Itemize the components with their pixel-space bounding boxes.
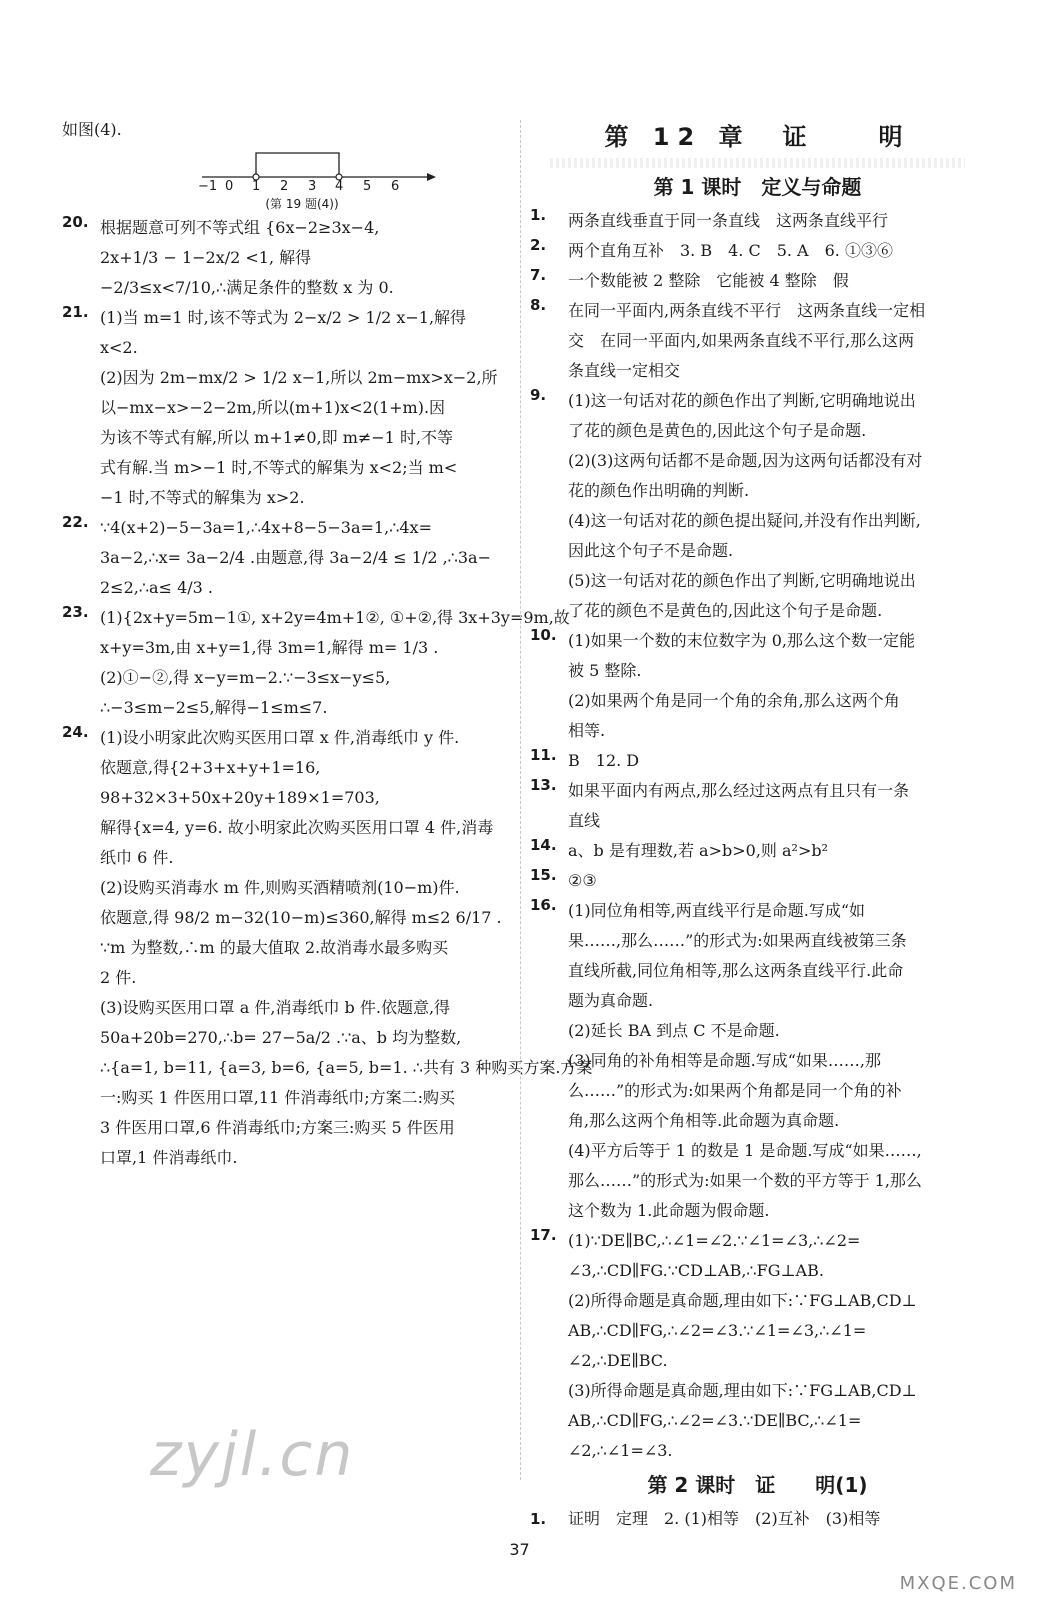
chapter-title: 第 12 章 证 明 [604, 123, 911, 151]
item-line: (1)同位角相等,两直线平行是命题.写成“如 [568, 901, 866, 920]
item-line: (3)同角的补角相等是命题.写成“如果……,那 [568, 1051, 882, 1070]
item-number: 13. [530, 776, 557, 794]
item-line: 条直线一定相交 [568, 361, 681, 380]
number-line-ticks [198, 179, 442, 195]
item-line: (2)设购买消毒水 m 件,则购买酒精喷剂(10−m)件. [100, 878, 460, 897]
item-line: (5)这一句话对花的颜色作出了判断,它明确地说出 [568, 571, 916, 590]
section-title-1 [530, 172, 985, 202]
right-answer-list [530, 206, 985, 1466]
number-line-tick-label: 6 [391, 179, 400, 194]
number-line-tick-label: 1 [252, 179, 261, 194]
item-line: x+y=3m,由 x+y=1,得 3m=1,解得 m= 1/3 . [100, 638, 439, 657]
answer-item [530, 236, 985, 266]
right-column [530, 120, 985, 1534]
item-line: (2)所得命题是真命题,理由如下:∵FG⊥AB,CD⊥ [568, 1291, 917, 1310]
item-line: ∵m 为整数,∴m 的最大值取 2.故消毒水最多购买 [100, 938, 449, 957]
answer-item [530, 386, 985, 626]
item-line: 98+32×3+50x+20y+189×1=703, [100, 788, 380, 807]
decorative-band [550, 158, 965, 168]
item-line: 一:购买 1 件医用口罩,11 件消毒纸巾;方案二:购买 [100, 1088, 456, 1107]
item-number: 1. [530, 1510, 547, 1528]
item-line: 这个数为 1.此命题为假命题. [568, 1201, 770, 1220]
item-text: 证明 定理 2. (1)相等 (2)互补 (3)相等 [568, 1509, 881, 1528]
item-line: x<2. [100, 338, 138, 357]
item-line: 一个数能被 2 整除 它能被 4 整除 假 [568, 271, 849, 290]
watermark-logo: zyjl.cn [150, 1420, 355, 1490]
item-line: 么……”的形式为:如果两个角都是同一个角的补 [568, 1081, 902, 1100]
item-number: 9. [530, 386, 547, 404]
item-line: ∠2,∴∠1=∠3. [568, 1441, 673, 1460]
item-line: ∠3,∴CD∥FG.∵CD⊥AB,∴FG⊥AB. [568, 1261, 824, 1280]
answer-item [530, 896, 985, 1226]
item-line: −2/3≤x<7/10,∴满足条件的整数 x 为 0. [100, 278, 394, 297]
section-title-1-text: 第 1 课时 定义与命题 [653, 175, 862, 199]
item-line: 根据题意可列不等式组 {6x−2≥3x−4, [100, 218, 380, 237]
site-logo: MXQE.COM [899, 1573, 1017, 1594]
item-line: ∴{a=1, b=11, {a=3, b=6, {a=5, b=1. ∴共有 3 种购买方案.方案 [100, 1058, 593, 1077]
item-line: 50a+20b=270,∴b= 27−5a/2 .∵a、b 均为整数, [100, 1028, 462, 1047]
item-line: (2)延长 BA 到点 C 不是命题. [568, 1021, 780, 1040]
number-line-tick-label: 2 [280, 179, 289, 194]
answer-item [62, 303, 517, 513]
item-line: 在同一平面内,两条直线不平行 这两条直线一定相 [568, 301, 926, 320]
item-number: 22. [62, 513, 89, 531]
answer-item [530, 206, 985, 236]
item-line: AB,∴CD∥FG,∴∠2=∠3.∵DE∥BC,∴∠1= [568, 1411, 862, 1430]
item-line: 花的颜色作出明确的判断. [568, 481, 750, 500]
item-line: 了花的颜色是黄色的,因此这个句子是命题. [568, 421, 867, 440]
item-line: 3 件医用口罩,6 件消毒纸巾;方案三:购买 5 件医用 [100, 1118, 455, 1137]
item-line: 以−mx−x>−2−2m,所以(m+1)x<2(1+m).因 [100, 398, 446, 417]
intro-text: 如图(4). [62, 120, 122, 139]
number-line-tick-label: 0 [225, 179, 234, 194]
item-line: ∠2,∴DE∥BC. [568, 1351, 668, 1370]
number-line-tick-label: 3 [308, 179, 317, 194]
item-line: −1 时,不等式的解集为 x>2. [100, 488, 305, 507]
item-line: 因此这个句子不是命题. [568, 541, 734, 560]
item-line: (3)设购买医用口罩 a 件,消毒纸巾 b 件.依题意,得 [100, 998, 451, 1017]
item-line: ②③ [568, 871, 597, 890]
item-number: 14. [530, 836, 557, 854]
item-number: 1. [530, 206, 547, 224]
item-number: 20. [62, 213, 89, 231]
item-line: 被 5 整除. [568, 661, 642, 680]
item-line: (1)这一句话对花的颜色作出了判断,它明确地说出 [568, 391, 916, 410]
answer-item [530, 296, 985, 386]
answer-item [530, 866, 985, 896]
item-line: 依题意,得 98/2 m−32(10−m)≤360,解得 m≤2 6/17 . [100, 908, 502, 927]
number-line-tick-label: 4 [335, 179, 344, 194]
section-title-2 [530, 1470, 985, 1500]
item-line: (1)设小明家此次购买医用口罩 x 件,消毒纸巾 y 件. [100, 728, 460, 747]
item-number: 8. [530, 296, 547, 314]
answer-item [62, 513, 517, 603]
item-line: 角,那么这两个角相等.此命题为真命题. [568, 1111, 840, 1130]
item-number: 10. [530, 626, 557, 644]
item-number: 23. [62, 603, 89, 621]
item-line: AB,∴CD∥FG,∴∠2=∠3.∵∠1=∠3,∴∠1= [568, 1321, 867, 1340]
column-divider [520, 120, 521, 1480]
item-line: a、b 是有理数,若 a>b>0,则 a²>b² [568, 841, 829, 860]
item-line: 相等. [568, 721, 606, 740]
item-number: 7. [530, 266, 547, 284]
item-line: 纸巾 6 件. [100, 848, 174, 867]
item-line: 2 件. [100, 968, 137, 987]
item-line: 为该不等式有解,所以 m+1≠0,即 m≠−1 时,不等 [100, 428, 454, 447]
item-line: 式有解.当 m>−1 时,不等式的解集为 x<2;当 m< [100, 458, 458, 477]
item-line: B 12. D [568, 751, 640, 770]
item-line: 果……,那么……”的形式为:如果两直线被第三条 [568, 931, 907, 950]
item-number: 2. [530, 236, 547, 254]
item-line: 口罩,1 件消毒纸巾. [100, 1148, 238, 1167]
answer-item [530, 266, 985, 296]
item-line: (3)所得命题是真命题,理由如下:∵FG⊥AB,CD⊥ [568, 1381, 917, 1400]
item-line: 那么……”的形式为:如果一个数的平方等于 1,那么 [568, 1171, 922, 1190]
item-line: (2)如果两个角是同一个角的余角,那么这两个角 [568, 691, 900, 710]
item-number: 24. [62, 723, 89, 741]
item-line: 两个直角互补 3. B 4. C 5. A 6. ①③⑥ [568, 241, 893, 260]
item-line: 依题意,得{2+3+x+y+1=16, [100, 758, 321, 777]
section-title-2-text: 第 2 课时 证 明(1) [647, 1473, 868, 1497]
item-number: 15. [530, 866, 557, 884]
page-number: 37 [509, 1540, 530, 1559]
number-line-tick-label: −1 [198, 179, 218, 194]
item-line: (1)∵DE∥BC,∴∠1=∠2.∵∠1=∠3,∴∠2= [568, 1231, 861, 1250]
item-line: 交 在同一平面内,如果两条直线不平行,那么这两 [568, 331, 915, 350]
answer-item [62, 213, 517, 303]
item-line: 直线所截,同位角相等,那么这两条直线平行.此命 [568, 961, 904, 980]
answer-item [530, 1226, 985, 1466]
answer-item [530, 836, 985, 866]
item-line: (2)①−②,得 x−y=m−2.∵−3≤x−y≤5, [100, 668, 391, 687]
item-line: (2)因为 2m−mx/2 > 1/2 x−1,所以 2m−mx>x−2,所 [100, 368, 498, 387]
item-line: (1)如果一个数的末位数字为 0,那么这个数一定能 [568, 631, 916, 650]
item-line: 了花的颜色不是黄色的,因此这个句子是命题. [568, 601, 883, 620]
item-line: (2)(3)这两句话都不是命题,因为这两句话都没有对 [568, 451, 923, 470]
number-line-tick-label: 5 [363, 179, 372, 194]
item-number: 21. [62, 303, 89, 321]
item-line: ∴−3≤m−2≤5,解得−1≤m≤7. [100, 698, 328, 717]
item-line: 解得{x=4, y=6. 故小明家此次购买医用口罩 4 件,消毒 [100, 818, 494, 837]
figure-caption: (第 19 题(4)) [265, 197, 339, 211]
item-line: 如果平面内有两点,那么经过这两点有且只有一条 [568, 781, 910, 800]
item-number: 11. [530, 746, 557, 764]
answer-item [530, 746, 985, 776]
item-line: 3a−2,∴x= 3a−2/4 .由题意,得 3a−2/4 ≤ 1/2 ,∴3a− [100, 548, 491, 567]
item-line: 2≤2,∴a≤ 4/3 . [100, 578, 213, 597]
item-line: (1)当 m=1 时,该不等式为 2−x/2 > 1/2 x−1,解得 [100, 308, 467, 327]
last-answer-item [530, 1504, 985, 1534]
answer-item [530, 776, 985, 836]
item-number: 17. [530, 1226, 557, 1244]
item-line: 两条直线垂直于同一条直线 这两条直线平行 [568, 211, 889, 230]
item-number: 16. [530, 896, 557, 914]
item-line: 直线 [568, 811, 601, 830]
answer-item [530, 626, 985, 746]
item-line: (1){2x+y=5m−1①, x+2y=4m+1②, ①+②,得 3x+3y=9m,故 [100, 608, 570, 627]
item-line: (4)平方后等于 1 的数是 1 是命题.写成“如果……, [568, 1141, 922, 1160]
item-line: ∵4(x+2)−5−3a=1,∴4x+8−5−3a=1,∴4x= [100, 518, 432, 537]
item-line: (4)这一句话对花的颜色提出疑问,并没有作出判断, [568, 511, 921, 530]
item-line: 2x+1/3 − 1−2x/2 <1, 解得 [100, 248, 312, 267]
item-line: 题为真命题. [568, 991, 654, 1010]
number-line-figure [198, 145, 517, 195]
